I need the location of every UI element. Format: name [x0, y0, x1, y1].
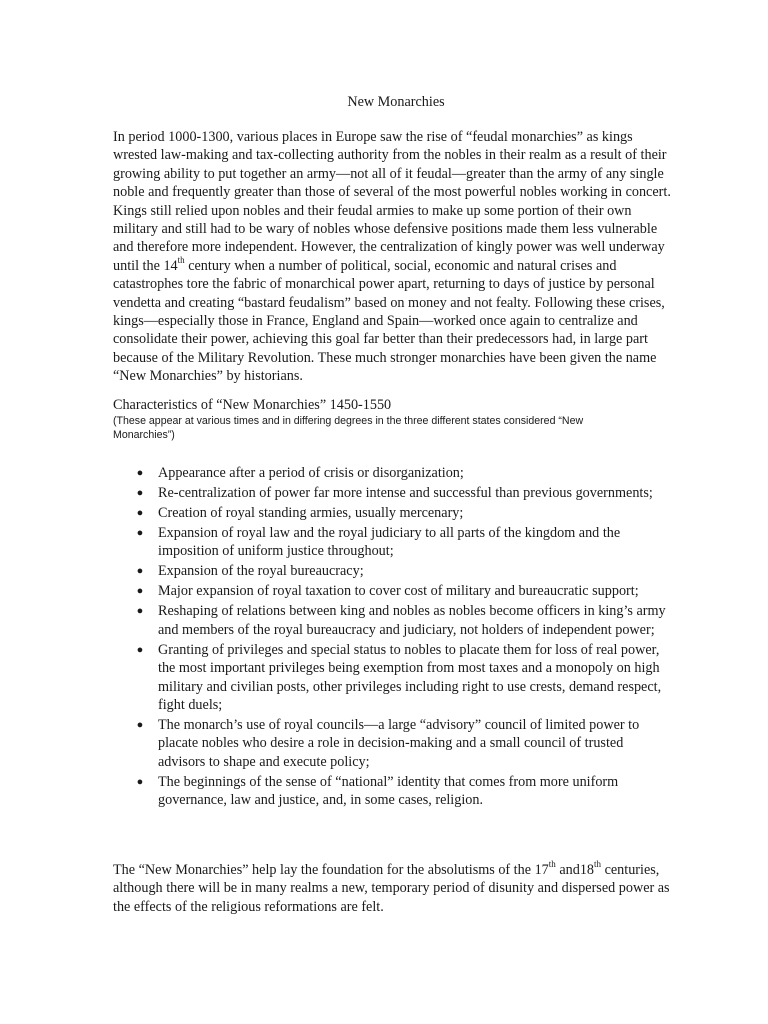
list-item-text: Granting of privileges and special status to nobles to placate them for loss of real power, the most important privileges being exemption from most taxes and a monopoly on high military and civilian posts, other privileges including right to use crests, demand respect, fight duels;: [158, 641, 662, 714]
bullet-icon: ●: [136, 487, 144, 499]
bullet-icon: ●: [136, 507, 144, 519]
list-item-text: Appearance after a period of crisis or disorganization;: [158, 465, 464, 481]
list-item: [113, 602, 673, 639]
list-item-text: Expansion of royal law and the royal judiciary to all parts of the kingdom and the imposition of uniform justice throughout;: [158, 525, 621, 560]
characteristics-list: [113, 464, 673, 811]
closing-text-part3: centuries, although there will be in many realms a new, temporary period of disunity and dispersed power as the effects of the religious reformations are felt.: [113, 862, 670, 915]
bullet-icon: ●: [136, 605, 144, 618]
list-item: [113, 773, 673, 810]
list-item-text: The beginnings of the sense of “national” identity that comes from more uniform governance, law and justice, and, in some cases, religion.: [158, 773, 619, 809]
bullet-icon: ●: [136, 585, 144, 598]
intro-paragraph: [113, 128, 673, 386]
closing-text-part2: and18: [555, 862, 595, 878]
bullet-icon: ●: [136, 643, 144, 656]
list-item: [113, 582, 673, 600]
list-item-text: Creation of royal standing armies, usually mercenary;: [158, 505, 464, 521]
list-item-text: Expansion of the royal bureaucracy;: [158, 563, 364, 580]
bullet-icon: ●: [136, 467, 144, 479]
bullet-icon: ●: [136, 775, 144, 788]
closing-superscript-17th: th: [548, 859, 556, 870]
closing-superscript-18th: th: [594, 859, 602, 870]
list-item-text: Major expansion of royal taxation to cover cost of military and bureaucratic support;: [158, 583, 639, 600]
intro-text-part2: century when a number of political, social, economic and natural crises and catastrophes tore the fabric of monarchical power apart, returning to days of justice by personal vendetta and creating “bastard feudalism” based on money and not fealty. Following these crises, kings—especially those in France, England and Spain—worked once again to centralize and consolidate their power, achieving this goal far better than their predecessors had, in large part because of the Military Revolution. These much stronger monarchies have been given the name “New Monarchies” by historians.: [113, 257, 665, 385]
list-item-text: Reshaping of relations between king and nobles as nobles become officers in king’s army and members of the royal bureaucracy and judiciary, not holders of independent power;: [158, 603, 666, 638]
list-item: [113, 484, 673, 502]
intro-superscript: th: [177, 255, 185, 266]
characteristics-note: (These appear at various times and in differing degrees in the three different states considered “New Monarchies”): [113, 415, 584, 441]
list-item: [113, 562, 673, 580]
list-item-text: Re-centralization of power far more intense and successful than previous governments;: [158, 485, 653, 501]
characteristics-heading: Characteristics of “New Monarchies” 1450-1550: [113, 397, 392, 413]
bullet-icon: ●: [136, 527, 144, 539]
list-item: [113, 641, 673, 715]
closing-paragraph: [113, 861, 673, 916]
list-item-text: The monarch’s use of royal councils—a large “advisory” council of limited power to placate nobles who desire a role in decision-making and a small council of trusted advisors to shape and execute policy;: [158, 717, 640, 770]
bullet-icon: ●: [136, 719, 144, 732]
bullet-icon: ●: [136, 565, 144, 578]
closing-text-part1: The “New Monarchies” help lay the foundation for the absolutisms of the 17: [113, 862, 549, 878]
list-item: [113, 716, 673, 771]
page-title: New Monarchies: [347, 94, 445, 110]
list-item: [113, 504, 673, 522]
list-item: [113, 524, 673, 561]
intro-text-part1: In period 1000-1300, various places in Europe saw the rise of “feudal monarchies” as kings wrested law-making and tax-collecting authority from the nobles in their realm as a result of their growing ability to put together an army—not all of it feudal—greater than the army of any single noble and frequently greater than those of several of the most powerful nobles working in concert. Kings still relied upon nobles and their feudal armies to make up some portion of their own military and still had to be wary of nobles whose defensive positions made them less vulnerable and therefore more independent. However, the centralization of kingly power was well underway until the 14: [113, 129, 671, 274]
list-item: [113, 464, 673, 482]
